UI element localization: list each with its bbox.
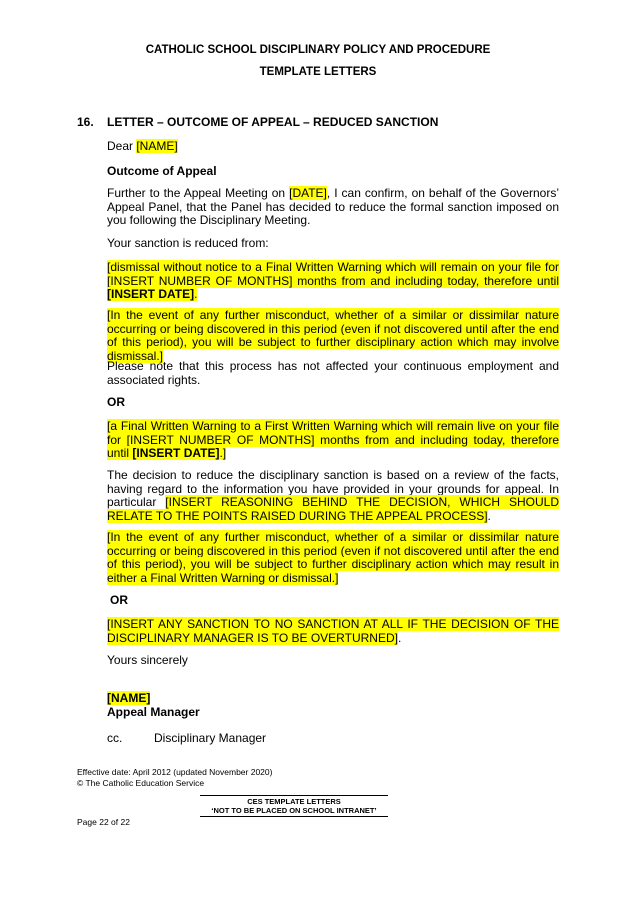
footer-rule-bottom: [200, 816, 388, 817]
decision-paragraph: [107, 469, 559, 523]
opt2-end: .]: [219, 446, 227, 461]
option2-misconduct-clause: [107, 531, 559, 585]
name-placeholder: [NAME]: [136, 139, 178, 153]
opt3-text: [INSERT ANY SANCTION TO NO SANCTION AT ALL IF THE DECISION OF THE DISCIPLINARY MANAGER IS TO BE OVERTURNED]: [107, 617, 559, 645]
p1-start: Further to the Appeal Meeting on: [107, 186, 290, 200]
option-first-warning: [107, 420, 559, 461]
closing: Yours sincerely: [107, 653, 188, 667]
section-number: 16.: [77, 115, 94, 129]
opt2-date: [INSERT DATE]: [132, 446, 220, 461]
decision-text: The decision to reduce the disciplinary sanction is based on a review of the facts, having regard to the information you have provided in your grounds for appeal. In particular: [107, 468, 559, 510]
opt1-misconduct-text: [In the event of any further misconduct, whether of a similar or dissimilar nature occurring or being discovered in this period (even if not discovered until after the end of this period), you will be subject to further disciplinary action which may involve dismissal.]: [107, 308, 559, 363]
footer-rule-top: [200, 795, 388, 796]
option-final-warning: [107, 261, 559, 302]
ces-template-label: CES TEMPLATE LETTERS: [247, 797, 341, 806]
or-separator-2: OR: [110, 593, 128, 607]
cc-label: cc.: [107, 731, 123, 745]
document-header-subtitle: TEMPLATE LETTERS: [259, 66, 377, 78]
opt3-end: .: [397, 630, 402, 645]
ces-intranet-notice: ‘NOT TO BE PLACED ON SCHOOL INTRANET’: [211, 806, 377, 815]
outcome-heading: Outcome of Appeal: [107, 164, 217, 178]
option1-misconduct-clause: [107, 309, 559, 363]
or-separator-1: OR: [107, 395, 125, 409]
page-number: Page 22 of 22: [77, 817, 130, 827]
decision-end: .: [487, 508, 491, 523]
cc-line: [107, 732, 559, 746]
signature-name-placeholder: [NAME]: [107, 691, 151, 705]
reduced-from-text: Your sanction is reduced from:: [107, 236, 269, 250]
decision-placeholder: [INSERT REASONING BEHIND THE DECISION, WHICH SHOULD RELATE TO THE POINTS RAISED DURING THE APPEAL PROCESS]: [107, 495, 559, 523]
not-affected-paragraph: Please note that this process has not affected your continuous employment and associated rights.: [107, 359, 559, 387]
opt2-text: [a Final Written Warning to a First Written Warning which will remain live on your file for [INSERT NUMBER OF MONTHS] months from and including today, therefore until: [107, 419, 559, 461]
paragraph-appeal-meeting: [107, 187, 559, 228]
document-header-title: CATHOLIC SCHOOL DISCIPLINARY POLICY AND PROCEDURE: [145, 44, 491, 56]
date-placeholder: [DATE]: [289, 186, 327, 200]
opt1-date: [INSERT DATE]: [107, 287, 195, 302]
section-title: LETTER – OUTCOME OF APPEAL – REDUCED SANCTION: [107, 115, 439, 129]
cc-value: Disciplinary Manager: [154, 731, 267, 745]
salutation-text: Dear: [107, 139, 137, 153]
signature-role: Appeal Manager: [107, 705, 200, 719]
section-heading: [77, 115, 438, 129]
opt1-end: .: [194, 287, 198, 302]
signature-name: [107, 692, 559, 706]
opt1-text: [dismissal without notice to a Final Written Warning which will remain on your file for [INSERT NUMBER OF MONTHS] months from and including today, therefore until: [107, 260, 559, 288]
copyright: © The Catholic Education Service: [77, 778, 205, 788]
salutation: [107, 140, 559, 154]
p1-end: , I can confirm, on behalf of the Governors’ Appeal Panel, that the Panel has decided to reduce the formal sanction imposed on you following the Disciplinary Meeting.: [107, 186, 559, 228]
opt2-misconduct-text: [In the event of any further misconduct, whether of a similar or dissimilar nature occurring or being discovered in this period (even if not discovered until after the end of this period), you will be subject to further disciplinary action which may result in either a Final Written Warning or dismissal.]: [107, 530, 559, 585]
effective-date: Effective date: April 2012 (updated November 2020): [77, 767, 273, 777]
option-overturned: [107, 618, 559, 645]
